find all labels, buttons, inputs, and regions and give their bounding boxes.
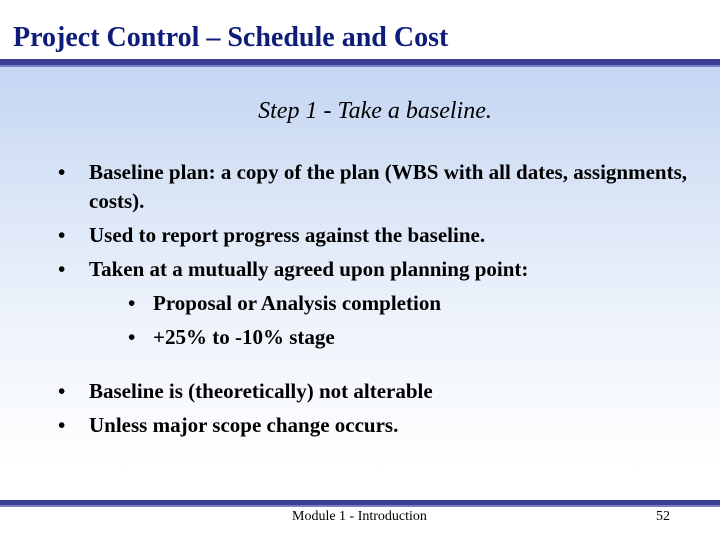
- footer-divider: [0, 500, 720, 507]
- bullet-item: [58, 158, 698, 216]
- bullet-icon: •: [58, 413, 66, 437]
- bullet-icon: •: [58, 379, 66, 403]
- page-number: 52: [656, 509, 670, 524]
- sub-bullet-item: [58, 323, 698, 352]
- bullet-text: +25% to -10% stage: [153, 325, 335, 349]
- bullet-item: [58, 377, 698, 406]
- bullet-item: [58, 255, 698, 284]
- bullet-text: Used to report progress against the baseline.: [89, 223, 486, 247]
- bullet-text: Baseline is (theoretically) not alterable: [89, 379, 433, 403]
- bullet-icon: •: [128, 325, 136, 349]
- bullet-icon: •: [128, 291, 136, 315]
- bullet-text: Proposal or Analysis completion: [153, 291, 442, 315]
- slide-title: Project Control – Schedule and Cost: [13, 22, 449, 53]
- slide-subtitle: Step 1 - Take a baseline.: [258, 98, 492, 124]
- sub-bullet-item: [58, 289, 698, 318]
- bullet-icon: •: [58, 160, 66, 184]
- bullet-item: [58, 411, 698, 440]
- bullet-text: Taken at a mutually agreed upon planning point:: [89, 257, 529, 281]
- bullet-icon: •: [58, 223, 66, 247]
- bullet-item: [58, 221, 698, 250]
- bullet-list: [58, 158, 698, 445]
- title-divider: [0, 59, 720, 67]
- title-bar: [0, 0, 720, 60]
- bullet-text: Unless major scope change occurs.: [89, 413, 399, 437]
- bullet-text: Baseline plan: a copy of the plan (WBS with all dates, assignments, costs).: [89, 160, 687, 213]
- footer-module: Module 1 - Introduction: [292, 509, 427, 524]
- bullet-icon: •: [58, 257, 66, 281]
